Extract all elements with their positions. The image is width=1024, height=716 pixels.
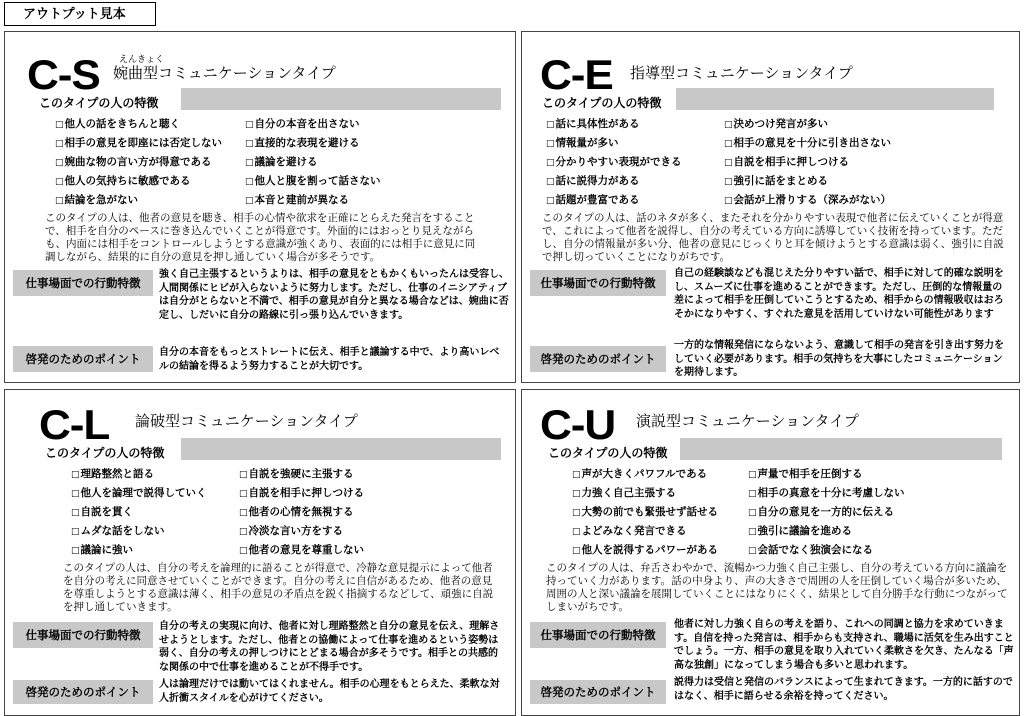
trait-item: □ 他人を説得するパワーがある (572, 542, 718, 557)
development-point-text: 自分の本音をもっとストレートに伝え、相手と議論する中で、より高いレベルの結論を得るよう努力することが大切です。 (159, 347, 500, 372)
type-description: このタイプの人は、他者の意見を聴き、相手の心情や欲求を正確にとらえた発言をすることで、相手を自分のペースに巻き込んでいくことが得意です。外面的にはおっとり見えながらも、内面には相手をコントロールしようとする意識が強くあり、表面的には相手に意見に同調しながら、結果的に自分の意見を押し通していく場合が多そうです。 (45, 212, 476, 263)
card-ce (521, 31, 1020, 383)
trait-item: □ 決めつけ発言が多い (724, 116, 828, 131)
work-behavior-label: 仕事場面での行動特徴 (530, 270, 666, 296)
trait-item: □ 本音と建前が異なる (245, 192, 349, 207)
development-point-label: 啓発のためのポイント (530, 680, 666, 704)
trait-item: □ 強引に話をまとめる (724, 173, 828, 188)
card-cs (4, 31, 516, 383)
trait-item: □ 結論を急がない (55, 192, 138, 207)
trait-item: □ 相手の意見を即座には否定しない (55, 135, 222, 150)
trait-item: □ 他人を論理で説得していく (71, 485, 207, 500)
development-point-label: 啓発のためのポイント (13, 680, 153, 704)
type-description: このタイプの人は、弁舌さわやかで、流暢かつ力強く自己主張し、自分の考えている方向に議論を持っていく力があります。話の中身より、声の大きさで周囲の人を圧倒していく場合が多いため、周囲の人と深い議論を展開していくことにはなりにくく、結果として自分勝手な行動につながってしまいがちです。 (546, 562, 1008, 613)
trait-item: □ 他者の心情を無視する (239, 504, 354, 519)
trait-item: □ 自分の本音を出さない (245, 116, 360, 131)
trait-item: □ 議論に強い (71, 542, 133, 557)
type-code: C-S (27, 51, 100, 98)
type-title: 論破型コミュニケーションタイプ (135, 412, 358, 430)
work-behavior-text: 強く自己主張するというよりは、相手の意見をともかくもいったんは受容し、人間関係にヒビが入らないように努力します。ただし、仕事のイニシアティブは自分がとらないと不満で、相手の意見が自分と異なる場合などは、婉曲に否定し、しだいに自分の路線に引っ張り込んでいきます。 (159, 269, 509, 321)
trait-item: □ 自説を相手に押しつける (239, 485, 364, 500)
development-point-text: 人は論理だけでは動いてはくれません。相手の心理をもとらえた、柔軟な対人折衝スタイルを心がけてください。 (159, 679, 500, 704)
type-title: 指導型コミュニケーションタイプ (630, 64, 853, 82)
trait-item: □ 他者の意見を尊重しない (239, 542, 364, 557)
features-bar (181, 88, 501, 110)
trait-item: □ 話に具体性がある (546, 116, 640, 131)
trait-item: □ 声が大きくパワフルである (572, 466, 707, 481)
trait-item: □ 直接的な表現を避ける (245, 135, 360, 150)
trait-item: □ よどみなく発言できる (572, 523, 687, 538)
card-cl (4, 389, 516, 716)
work-behavior-text: 他者に対し力強く自らの考えを語り、これへの同調と協力を求めていきます。自信を持った発言は、相手からも支持され、職場に活気を生み出すことでしょう。一方、相手の意見を取り入れていく柔軟さを欠き、たんなる「声高な独創」になってしまう場合も多いと思われます。 (674, 619, 1014, 671)
type-code: C-E (540, 51, 613, 98)
features-bar (676, 88, 994, 110)
trait-item: □ 自説を相手に押しつける (724, 154, 849, 169)
work-behavior-label: 仕事場面での行動特徴 (530, 622, 666, 648)
trait-item: □ 会話が上滑りする（深みがない） (724, 192, 891, 207)
trait-item: □ 他人の話をきちんと聴く (55, 116, 180, 131)
features-bar (680, 438, 1002, 460)
type-title: 婉曲型コミュニケーションタイプ (113, 64, 336, 82)
trait-item: □ 他人と腹を割って話さない (245, 173, 381, 188)
trait-item: □ 大勢の前でも緊張せず話せる (572, 504, 718, 519)
trait-item: □ 相手の真意を十分に考慮しない (748, 485, 905, 500)
trait-item: □ 分かりやすい表現ができる (546, 154, 682, 169)
trait-item: □ 冷淡な言い方をする (239, 523, 343, 538)
type-code: C-U (540, 401, 616, 448)
trait-item: □ 婉曲な物の言い方が得意である (55, 154, 212, 169)
trait-item: □ 話に説得力がある (546, 173, 640, 188)
type-title: 演説型コミュニケーションタイプ (636, 412, 859, 430)
work-behavior-text: 自分の考えの実現に向け、他者に対し理路整然と自分の意見を伝え、理解させようとします。ただし、他者との協働によって仕事を進めるという姿勢は弱く、自分の考えの押しつけにとどまる場合が多そうです。相手との共感的な関係の中で仕事を進めることが不得手です。 (159, 621, 500, 673)
trait-item: □ 話題が豊富である (546, 192, 640, 207)
title-ruby: えんきょく (119, 55, 165, 65)
features-label: このタイプの人の特徴 (548, 446, 668, 460)
trait-item: □ 自説を貫く (71, 504, 133, 519)
trait-item: □ 会話でなく独演会になる (748, 542, 873, 557)
development-point-text: 説得力は受信と発信のバランスによって生まれてきます。一方的に話すのではなく、相手に語らせる余裕を持ってください。 (674, 677, 1013, 702)
development-point-label: 啓発のためのポイント (13, 346, 153, 372)
type-description: このタイプの人は、話のネタが多く、またそれを分かりやすい表現で他者に伝えていくことが得意で、これによって他者を説得し、自分の考えている方向に誘導していく技術を持っています。ただし、自分の情報量が多い分、他者の意見にじっくりと耳を傾けようとする意識は弱く、強引に自説で押し切っていくことになりがちです。 (542, 212, 1004, 263)
trait-item: □ 議論を避ける (245, 154, 318, 169)
features-bar (181, 438, 501, 460)
features-label: このタイプの人の特徴 (39, 96, 159, 110)
type-description: このタイプの人は、自分の考えを論理的に語ることが得意で、冷静な意見提示によって他者を自分の考えに同意させていくことができます。自分の考えに自信があるため、他者の意見を尊重しようとする意識は薄く、相手の意見の矛盾点を鋭く指摘するなどして、頑強に自説を押し通していきます。 (63, 562, 494, 613)
features-label: このタイプの人の特徴 (542, 96, 662, 110)
trait-item: □ 自分の意見を一方的に伝える (748, 504, 894, 519)
work-behavior-text: 自己の経験談なども混じえた分りやすい話で、相手に対して的確な説明をし、スムーズに仕事を進めることができます。ただし、圧倒的な情報量の差によって相手を圧倒していこうとするため、相手からの情報吸収はおろそかになりやすく、すぐれた意見を活用していけない可能性があります (674, 268, 1004, 320)
work-behavior-label: 仕事場面での行動特徴 (13, 622, 153, 648)
trait-item: □ 他人の気持ちに敏感である (55, 173, 191, 188)
page-tab: アウトプット見本 (4, 2, 156, 26)
trait-item: □ 情報量が多い (546, 135, 619, 150)
trait-item: □ ムダな話をしない (71, 523, 165, 538)
card-cu (521, 389, 1020, 716)
features-label: このタイプの人の特徴 (45, 446, 165, 460)
trait-item: □ 声量で相手を圧倒する (748, 466, 863, 481)
type-code: C-L (39, 401, 110, 448)
trait-item: □ 強引に議論を進める (748, 523, 852, 538)
development-point-text: 一方的な情報発信にならないよう、意識して相手の発言を引き出す努力をしていく必要があります。相手の気持ちを大事にしたコミュニケーションを期待します。 (674, 340, 1004, 378)
work-behavior-label: 仕事場面での行動特徴 (13, 270, 153, 296)
trait-item: □ 相手の意見を十分に引き出さない (724, 135, 891, 150)
trait-item: □ 自説を強硬に主張する (239, 466, 354, 481)
trait-item: □ 力強く自己主張する (572, 485, 676, 500)
trait-item: □ 理路整然と語る (71, 466, 154, 481)
development-point-label: 啓発のためのポイント (530, 346, 666, 372)
